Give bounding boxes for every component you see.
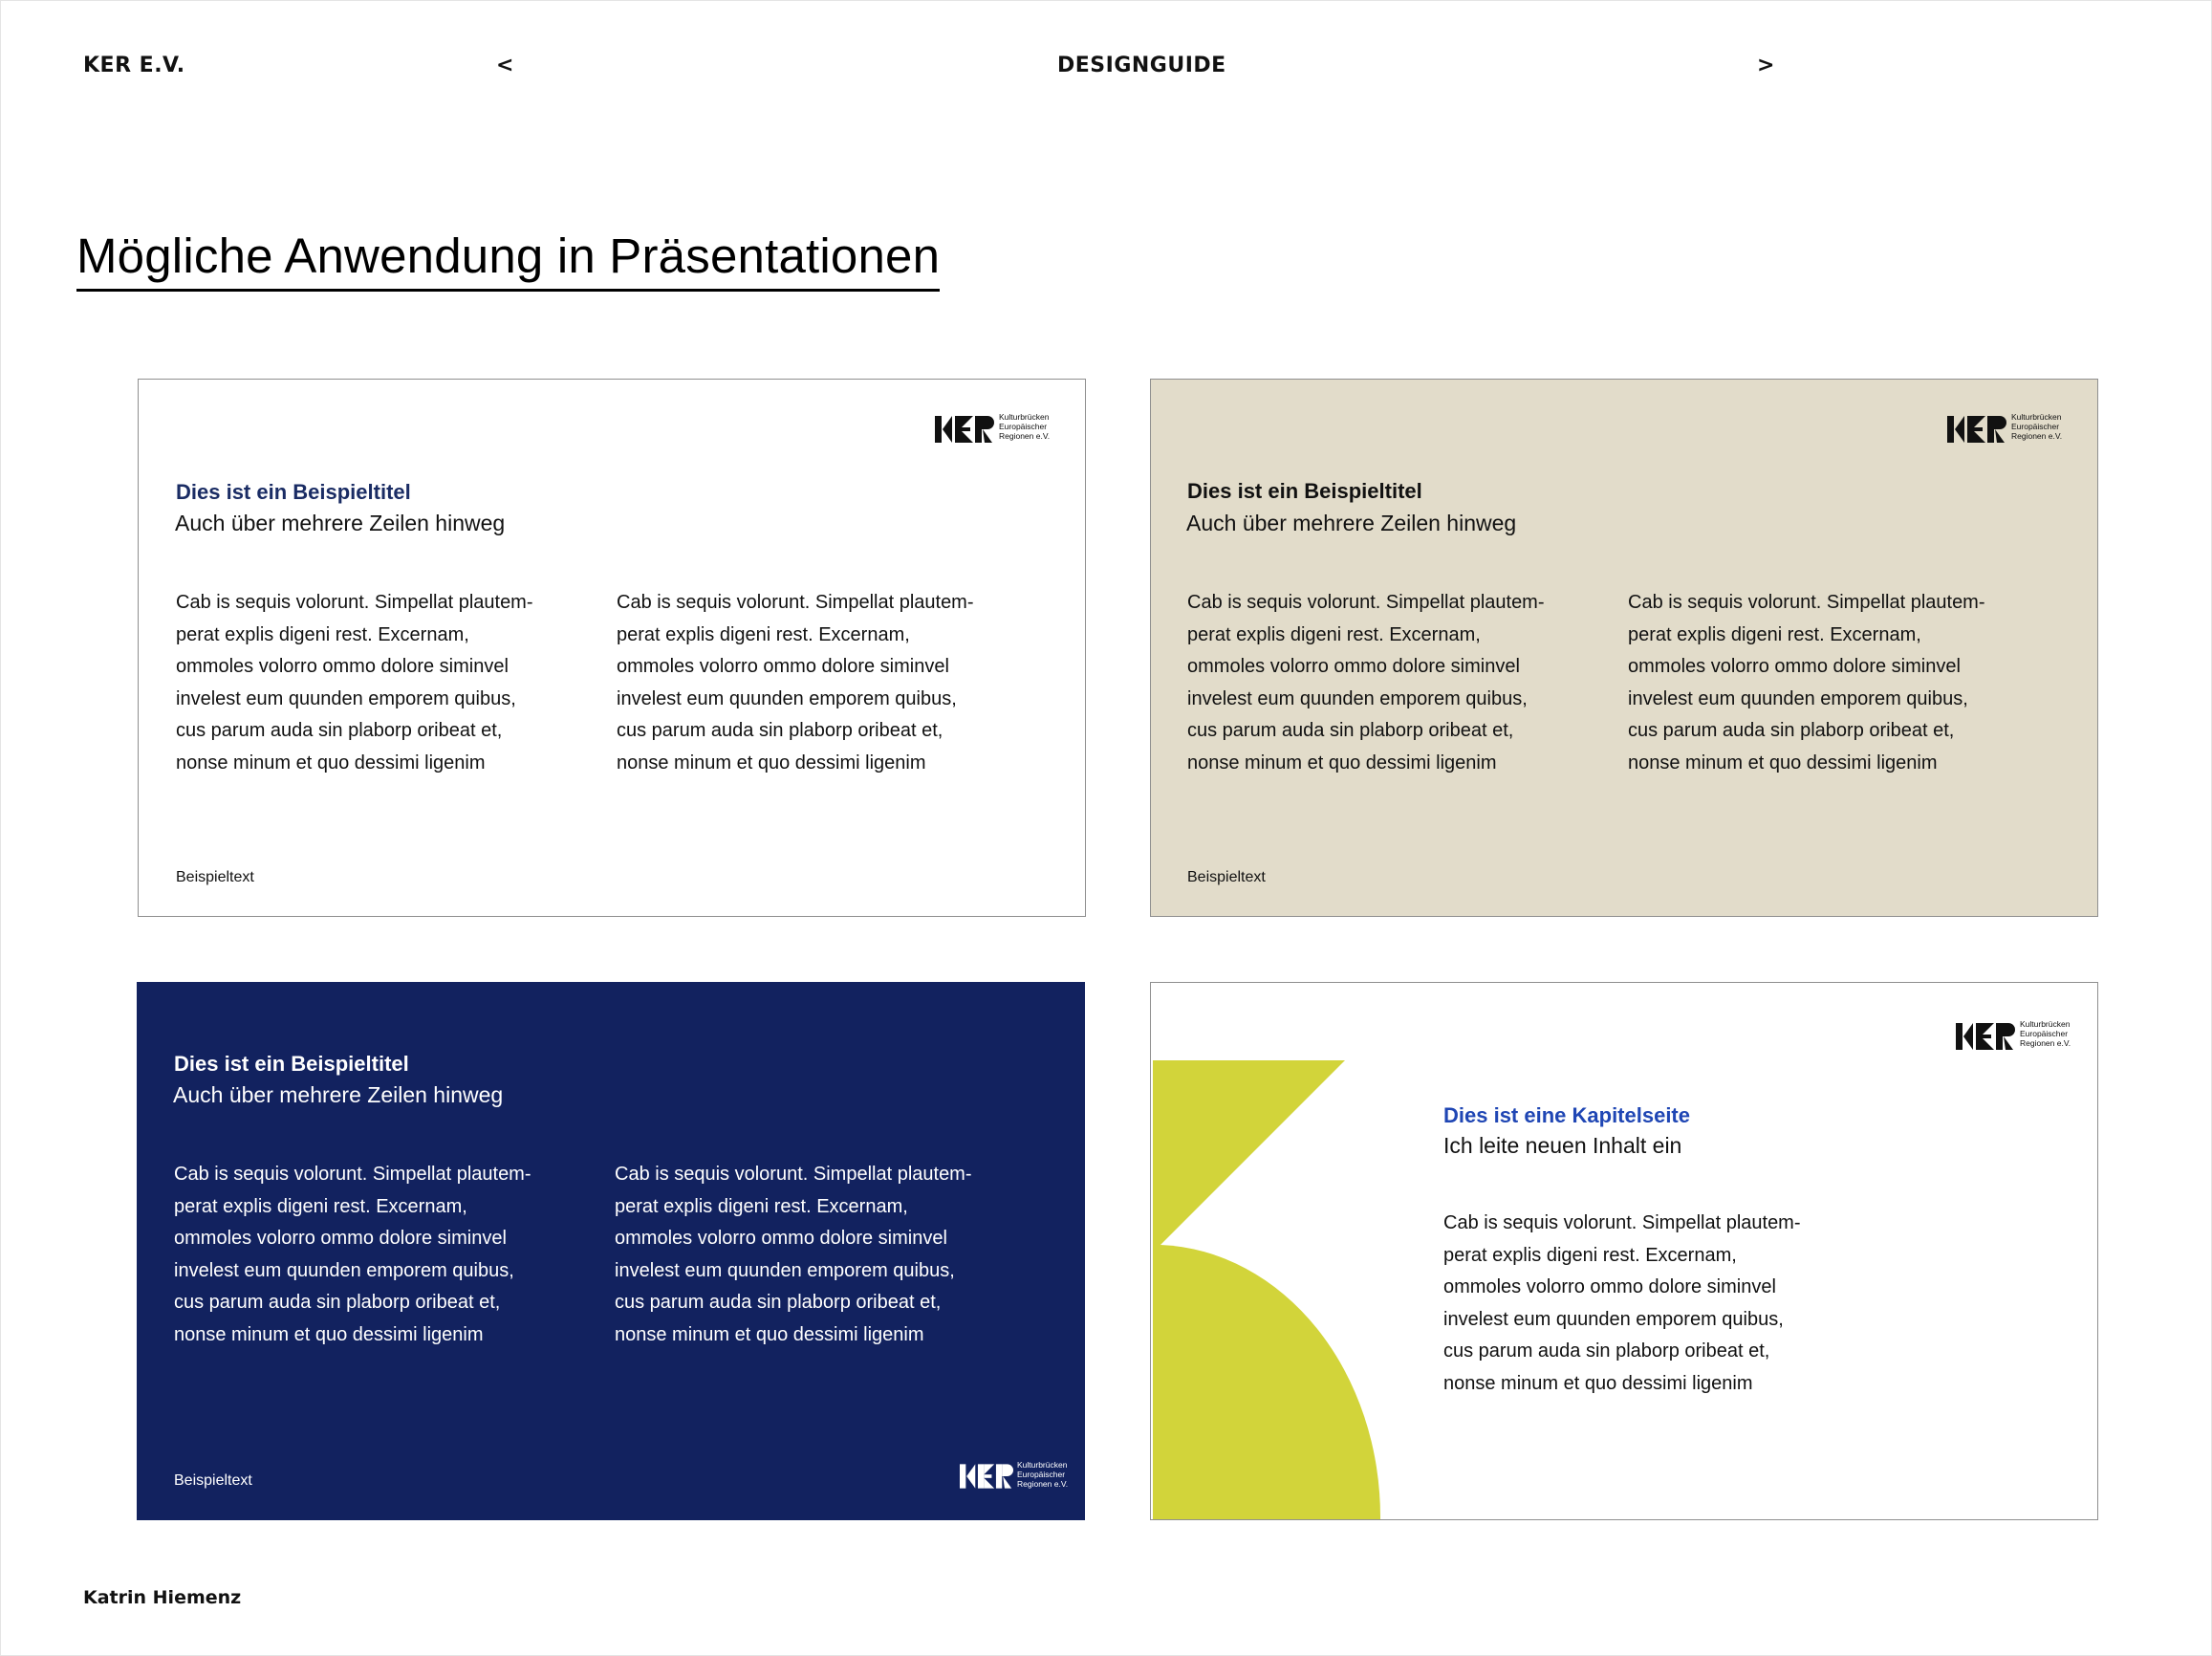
- author-name: Katrin Hiemenz: [83, 1587, 242, 1608]
- slide-subtitle: Auch über mehrere Zeilen hinweg: [173, 1082, 504, 1107]
- ker-logo: [960, 1460, 1076, 1493]
- slide-title: Dies ist ein Beispieltitel: [1187, 479, 1422, 503]
- section-title: DESIGNGUIDE: [1057, 54, 1226, 77]
- slide-subtitle: Auch über mehrere Zeilen hinweg: [175, 511, 506, 535]
- slide-text-column-1: Cab is sequis volorunt. Simpellat plautem- perat explis digeni rest. Excernam, ommoles volorro ommo dolore siminvel invelest eum quunden emporem quibus, cus parum auda sin plaborp oribeat et, nonse minum et quo dessimi ligenim: [1187, 592, 1545, 774]
- slide-subtitle: Ich leite neuen Inhalt ein: [1443, 1133, 1682, 1158]
- previous-page-button[interactable]: <: [496, 54, 514, 77]
- logo-line-2: Europäischer: [2011, 422, 2060, 431]
- logo-line-2: Europäischer: [999, 422, 1048, 431]
- logo-line-3: Regionen e.V.: [999, 431, 1051, 441]
- slide-text-column-2: Cab is sequis volorunt. Simpellat plautem- perat explis digeni rest. Excernam, ommoles volorro ommo dolore siminvel invelest eum quunden emporem quibus, cus parum auda sin plaborp oribeat et, nonse minum et quo dessimi ligenim: [617, 592, 974, 774]
- logo-line-1: Kulturbrücken: [2011, 412, 2062, 422]
- slide-text-column-2: Cab is sequis volorunt. Simpellat plautem- perat explis digeni rest. Excernam, ommoles volorro ommo dolore siminvel invelest eum quunden emporem quibus, cus parum auda sin plaborp oribeat et, nonse minum et quo dessimi ligenim: [1628, 592, 1985, 774]
- slide-title: Dies ist ein Beispieltitel: [176, 480, 411, 504]
- slide-title: Dies ist eine Kapitelseite: [1443, 1103, 1690, 1127]
- logo-line-1: Kulturbrücken: [1017, 1460, 1068, 1470]
- slide-navy: [137, 982, 1085, 1520]
- slide-footer-text: Beispieltext: [1187, 869, 1266, 885]
- slide-text-column-1: Cab is sequis volorunt. Simpellat plautem- perat explis digeni rest. Excernam, ommoles volorro ommo dolore siminvel invelest eum quunden emporem quibus, cus parum auda sin plaborp oribeat et, nonse minum et quo dessimi ligenim: [1443, 1212, 1801, 1394]
- ker-logo-mark-icon: [935, 416, 994, 443]
- slide-text-column-1: Cab is sequis volorunt. Simpellat plautem- perat explis digeni rest. Excernam, ommoles volorro ommo dolore siminvel invelest eum quunden emporem quibus, cus parum auda sin plaborp oribeat et, nonse minum et quo dessimi ligenim: [174, 1164, 531, 1345]
- logo-line-1: Kulturbrücken: [2020, 1019, 2071, 1029]
- logo-line-3: Regionen e.V.: [1017, 1479, 1069, 1489]
- logo-line-2: Europäischer: [1017, 1470, 1066, 1479]
- ker-logo: [1956, 1019, 2072, 1052]
- slide-subtitle: Auch über mehrere Zeilen hinweg: [1186, 511, 1517, 535]
- logo-line-2: Europäischer: [2020, 1029, 2069, 1038]
- slide-beige: [1150, 379, 2098, 917]
- slide-title: Dies ist ein Beispieltitel: [174, 1052, 409, 1076]
- slide-white: [138, 379, 1086, 917]
- ker-logo-mark-icon: [1947, 416, 2006, 443]
- slide-chapter: [1150, 982, 2098, 1520]
- brand-label: KER E.V.: [83, 54, 185, 77]
- logo-line-3: Regionen e.V.: [2011, 431, 2063, 441]
- slide-text-column-2: Cab is sequis volorunt. Simpellat plautem- perat explis digeni rest. Excernam, ommoles volorro ommo dolore siminvel invelest eum quunden emporem quibus, cus parum auda sin plaborp oribeat et, nonse minum et quo dessimi ligenim: [615, 1164, 972, 1345]
- ker-logo-mark-icon: [960, 1464, 1013, 1489]
- slide-footer-text: Beispieltext: [176, 869, 254, 885]
- ker-logo: [1947, 412, 2064, 445]
- page-title: Mögliche Anwendung in Präsentationen: [76, 226, 940, 292]
- slide-text-column-1: Cab is sequis volorunt. Simpellat plautem- perat explis digeni rest. Excernam, ommoles volorro ommo dolore siminvel invelest eum quunden emporem quibus, cus parum auda sin plaborp oribeat et, nonse minum et quo dessimi ligenim: [176, 592, 533, 774]
- ker-logo: [935, 412, 1052, 445]
- logo-line-1: Kulturbrücken: [999, 412, 1050, 422]
- logo-line-3: Regionen e.V.: [2020, 1038, 2071, 1048]
- slide-footer-text: Beispieltext: [174, 1472, 252, 1489]
- next-page-button[interactable]: >: [1757, 54, 1775, 77]
- ker-logo-mark-icon: [1956, 1023, 2015, 1050]
